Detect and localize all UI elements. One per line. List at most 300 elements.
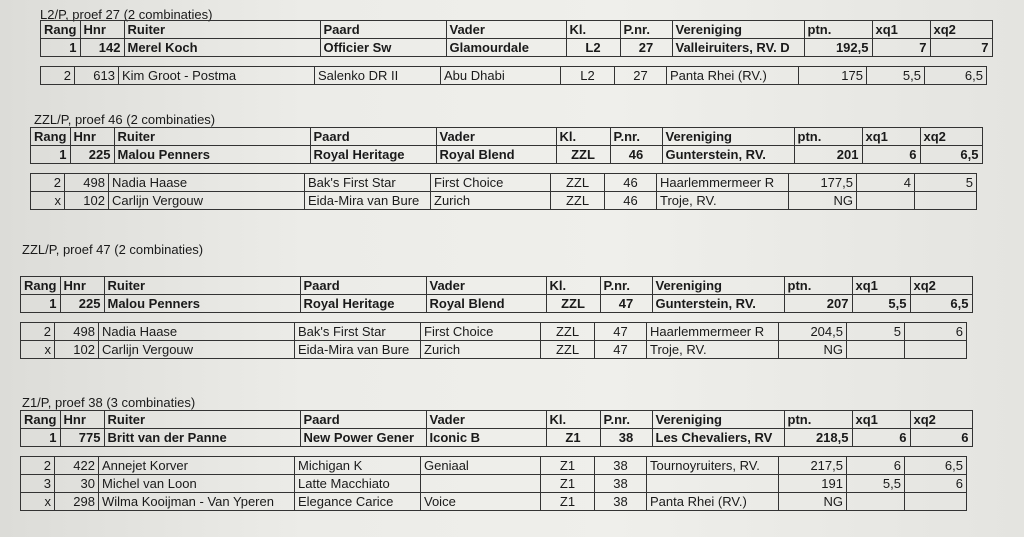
cell-ptn bbox=[779, 457, 847, 475]
cell-hnr bbox=[70, 146, 114, 164]
cell-xq1 bbox=[847, 475, 905, 493]
cell-vereniging bbox=[647, 475, 779, 493]
ptn-value: 175 bbox=[841, 68, 863, 83]
kl-value: ZZL bbox=[555, 342, 580, 357]
vereniging-value: Gunterstein, RV. bbox=[655, 296, 756, 311]
paard-value: Salenko DR II bbox=[318, 68, 399, 83]
column-header-rang: Rang bbox=[31, 128, 71, 146]
cell-kl bbox=[561, 67, 615, 85]
cell-hnr bbox=[55, 457, 99, 475]
kl-value: L2 bbox=[580, 68, 595, 83]
cell-pnr bbox=[605, 192, 657, 210]
cell-xq1 bbox=[862, 146, 920, 164]
cell-vader bbox=[431, 174, 551, 192]
cell-vader bbox=[421, 341, 541, 359]
cell-ptn bbox=[794, 146, 862, 164]
cell-paard bbox=[305, 192, 431, 210]
vader-value: Royal Blend bbox=[439, 147, 515, 162]
pnr-value: 47 bbox=[613, 342, 628, 357]
xq1-value: 6 bbox=[909, 147, 917, 162]
section-title: L2/P, proef 27 (2 combinaties) bbox=[40, 7, 213, 22]
column-header-xq1: xq1 bbox=[852, 411, 910, 429]
rang-value: x bbox=[44, 342, 51, 357]
xq2-value: 6 bbox=[955, 324, 963, 339]
ruiter-value: Wilma Kooijman - Van Yperen bbox=[102, 494, 274, 509]
cell-ruiter bbox=[124, 39, 320, 57]
paard-value: Officier Sw bbox=[323, 40, 392, 55]
cell-pnr bbox=[595, 341, 647, 359]
cell-xq2 bbox=[915, 174, 977, 192]
column-header-rang: Rang bbox=[21, 277, 61, 295]
column-header-rang: Rang bbox=[21, 411, 61, 429]
table-row bbox=[21, 457, 967, 475]
cell-pnr bbox=[595, 457, 647, 475]
header-row bbox=[31, 128, 983, 146]
vereniging-value: Troje, RV. bbox=[650, 342, 707, 357]
cell-xq1 bbox=[847, 457, 905, 475]
table-row bbox=[41, 67, 987, 85]
ruiter-value: Malou Penners bbox=[107, 296, 200, 311]
section-title: ZZL/P, proef 46 (2 combinaties) bbox=[34, 112, 216, 127]
cell-hnr bbox=[55, 475, 99, 493]
pnr-value: 38 bbox=[613, 494, 628, 509]
cell-vereniging bbox=[647, 341, 779, 359]
cell-pnr bbox=[605, 174, 657, 192]
rang-value: 2 bbox=[43, 458, 51, 473]
pnr-value: 38 bbox=[613, 476, 628, 491]
cell-rang bbox=[21, 493, 55, 511]
pnr-value: 27 bbox=[638, 40, 654, 55]
table-row bbox=[21, 323, 967, 341]
column-header-ptn: ptn. bbox=[784, 277, 852, 295]
results-table-rest bbox=[20, 456, 967, 511]
cell-kl bbox=[541, 341, 595, 359]
ptn-value: 218,5 bbox=[815, 430, 849, 445]
rang-value: x bbox=[54, 193, 61, 208]
cell-vereniging bbox=[672, 39, 804, 57]
table-row bbox=[21, 429, 973, 447]
cell-vader bbox=[421, 323, 541, 341]
vader-value: Zurich bbox=[424, 342, 461, 357]
cell-kl bbox=[551, 192, 605, 210]
vader-value: First Choice bbox=[424, 324, 494, 339]
ptn-value: 217,5 bbox=[810, 458, 843, 473]
cell-vader bbox=[446, 39, 566, 57]
cell-xq2 bbox=[920, 146, 982, 164]
cell-pnr bbox=[600, 429, 652, 447]
cell-ptn bbox=[779, 493, 847, 511]
vader-value: Zurich bbox=[434, 193, 471, 208]
xq2-value: 6,5 bbox=[964, 68, 983, 83]
column-header-ptn: ptn. bbox=[784, 411, 852, 429]
pnr-value: 27 bbox=[633, 68, 648, 83]
kl-value: ZZL bbox=[555, 324, 580, 339]
vader-value: First Choice bbox=[434, 175, 504, 190]
table-row bbox=[21, 295, 973, 313]
cell-paard bbox=[300, 295, 426, 313]
cell-pnr bbox=[620, 39, 672, 57]
cell-pnr bbox=[595, 475, 647, 493]
cell-rang bbox=[21, 475, 55, 493]
cell-kl bbox=[546, 295, 600, 313]
xq1-value: 4 bbox=[903, 175, 911, 190]
column-header-vereniging: Vereniging bbox=[652, 411, 784, 429]
cell-kl bbox=[541, 457, 595, 475]
cell-vereniging bbox=[662, 146, 794, 164]
cell-vereniging bbox=[647, 493, 779, 511]
cell-paard bbox=[300, 429, 426, 447]
paard-value: Eida-Mira van Bure bbox=[298, 342, 410, 357]
hnr-value: 225 bbox=[78, 296, 101, 311]
paard-value: Michigan K bbox=[298, 458, 363, 473]
cell-vader bbox=[421, 457, 541, 475]
cell-vader bbox=[426, 429, 546, 447]
cell-xq1 bbox=[852, 295, 910, 313]
hnr-value: 225 bbox=[88, 147, 111, 162]
cell-ptn bbox=[804, 39, 872, 57]
kl-value: Z1 bbox=[559, 476, 576, 491]
rang-value: 1 bbox=[69, 40, 77, 55]
ptn-value: NG bbox=[823, 494, 843, 509]
cell-vereniging bbox=[647, 323, 779, 341]
cell-paard bbox=[295, 341, 421, 359]
header-row bbox=[41, 21, 993, 39]
cell-hnr bbox=[75, 67, 119, 85]
ptn-value: 191 bbox=[821, 476, 843, 491]
cell-pnr bbox=[600, 295, 652, 313]
results-table-rest bbox=[20, 322, 967, 359]
xq1-value: 6 bbox=[893, 458, 901, 473]
vader-value: Voice bbox=[424, 494, 456, 509]
paard-value: New Power Gener bbox=[303, 430, 415, 445]
cell-xq1 bbox=[872, 39, 930, 57]
cell-xq2 bbox=[905, 341, 967, 359]
cell-rang bbox=[31, 192, 65, 210]
column-header-xq2: xq2 bbox=[910, 411, 972, 429]
paard-value: Royal Heritage bbox=[313, 147, 405, 162]
vader-value: Royal Blend bbox=[429, 296, 505, 311]
xq2-value: 6,5 bbox=[944, 458, 963, 473]
cell-xq2 bbox=[930, 39, 992, 57]
hnr-value: 30 bbox=[80, 476, 95, 491]
column-header-xq1: xq1 bbox=[862, 128, 920, 146]
cell-vader bbox=[421, 493, 541, 511]
column-header-xq2: xq2 bbox=[910, 277, 972, 295]
cell-kl bbox=[566, 39, 620, 57]
cell-hnr bbox=[60, 429, 104, 447]
column-header-xq1: xq1 bbox=[852, 277, 910, 295]
cell-xq1 bbox=[852, 429, 910, 447]
column-header-ruiter: Ruiter bbox=[104, 411, 300, 429]
hnr-value: 498 bbox=[83, 175, 105, 190]
vereniging-value: Tournoyruiters, RV. bbox=[650, 458, 760, 473]
cell-vader bbox=[431, 192, 551, 210]
cell-ruiter bbox=[114, 146, 310, 164]
column-header-kl: Kl. bbox=[566, 21, 620, 39]
column-header-pnr: P.nr. bbox=[600, 277, 652, 295]
cell-rang bbox=[21, 457, 55, 475]
cell-ptn bbox=[779, 475, 847, 493]
cell-hnr bbox=[60, 295, 104, 313]
vereniging-value: Panta Rhei (RV.) bbox=[670, 68, 767, 83]
pnr-value: 38 bbox=[613, 458, 628, 473]
vereniging-value: Gunterstein, RV. bbox=[665, 147, 766, 162]
cell-paard bbox=[295, 475, 421, 493]
rang-value: 1 bbox=[49, 296, 57, 311]
cell-paard bbox=[315, 67, 441, 85]
cell-paard bbox=[295, 323, 421, 341]
xq2-value: 6 bbox=[955, 476, 963, 491]
cell-xq2 bbox=[910, 295, 972, 313]
column-header-paard: Paard bbox=[320, 21, 446, 39]
results-table-top bbox=[30, 127, 983, 164]
xq1-value: 5,5 bbox=[888, 296, 907, 311]
column-header-pnr: P.nr. bbox=[620, 21, 672, 39]
ptn-value: 201 bbox=[836, 147, 859, 162]
column-header-pnr: P.nr. bbox=[610, 128, 662, 146]
cell-pnr bbox=[595, 493, 647, 511]
pnr-value: 46 bbox=[623, 193, 638, 208]
cell-rang bbox=[31, 146, 71, 164]
column-header-vader: Vader bbox=[426, 411, 546, 429]
cell-rang bbox=[41, 39, 81, 57]
column-header-vader: Vader bbox=[426, 277, 546, 295]
xq1-value: 6 bbox=[899, 430, 907, 445]
pnr-value: 38 bbox=[618, 430, 634, 445]
ruiter-value: Malou Penners bbox=[117, 147, 210, 162]
ptn-value: 177,5 bbox=[820, 175, 853, 190]
cell-vereniging bbox=[652, 429, 784, 447]
rang-value: x bbox=[44, 494, 51, 509]
cell-ruiter bbox=[109, 174, 305, 192]
ptn-value: NG bbox=[833, 193, 853, 208]
column-header-ruiter: Ruiter bbox=[124, 21, 320, 39]
column-header-ptn: ptn. bbox=[804, 21, 872, 39]
table-row bbox=[31, 192, 977, 210]
vader-value: Geniaal bbox=[424, 458, 469, 473]
column-header-vereniging: Vereniging bbox=[662, 128, 794, 146]
results-table-top bbox=[20, 410, 973, 447]
rang-value: 2 bbox=[53, 175, 61, 190]
rang-value: 2 bbox=[43, 324, 51, 339]
cell-kl bbox=[541, 493, 595, 511]
column-header-ptn: ptn. bbox=[794, 128, 862, 146]
hnr-value: 298 bbox=[73, 494, 95, 509]
paard-value: Bak's First Star bbox=[298, 324, 386, 339]
results-table-top bbox=[20, 276, 973, 313]
column-header-vereniging: Vereniging bbox=[672, 21, 804, 39]
paard-value: Eida-Mira van Bure bbox=[308, 193, 420, 208]
hnr-value: 775 bbox=[78, 430, 101, 445]
cell-pnr bbox=[610, 146, 662, 164]
ptn-value: NG bbox=[823, 342, 843, 357]
section-title: ZZL/P, proef 47 (2 combinaties) bbox=[22, 242, 204, 257]
ruiter-value: Michel van Loon bbox=[102, 476, 197, 491]
cell-ruiter bbox=[104, 295, 300, 313]
cell-vereniging bbox=[647, 457, 779, 475]
hnr-value: 422 bbox=[73, 458, 95, 473]
rang-value: 3 bbox=[43, 476, 51, 491]
vader-value: Glamourdale bbox=[449, 40, 529, 55]
table-row bbox=[41, 39, 993, 57]
cell-paard bbox=[305, 174, 431, 192]
results-table-rest bbox=[30, 173, 977, 210]
vereniging-value: Panta Rhei (RV.) bbox=[650, 494, 747, 509]
ruiter-value: Britt van der Panne bbox=[107, 430, 227, 445]
ruiter-value: Nadia Haase bbox=[112, 175, 188, 190]
table-row bbox=[21, 493, 967, 511]
kl-value: ZZL bbox=[565, 175, 590, 190]
results-table-rest bbox=[40, 66, 987, 85]
kl-value: ZZL bbox=[571, 147, 595, 162]
column-header-hnr: Hnr bbox=[80, 21, 124, 39]
cell-vader bbox=[441, 67, 561, 85]
column-header-vereniging: Vereniging bbox=[652, 277, 784, 295]
paard-value: Elegance Carice bbox=[298, 494, 394, 509]
cell-xq1 bbox=[847, 493, 905, 511]
column-header-xq2: xq2 bbox=[920, 128, 982, 146]
cell-kl bbox=[556, 146, 610, 164]
vereniging-value: Les Chevaliers, RV bbox=[655, 430, 773, 445]
ruiter-value: Annejet Korver bbox=[102, 458, 188, 473]
cell-paard bbox=[310, 146, 436, 164]
cell-xq2 bbox=[910, 429, 972, 447]
column-header-xq2: xq2 bbox=[930, 21, 992, 39]
cell-ptn bbox=[799, 67, 867, 85]
rang-value: 1 bbox=[59, 147, 67, 162]
cell-kl bbox=[551, 174, 605, 192]
ruiter-value: Nadia Haase bbox=[102, 324, 178, 339]
cell-ptn bbox=[784, 429, 852, 447]
column-header-hnr: Hnr bbox=[60, 277, 104, 295]
cell-vader bbox=[421, 475, 541, 493]
cell-xq1 bbox=[857, 174, 915, 192]
cell-ruiter bbox=[99, 341, 295, 359]
kl-value: ZZL bbox=[561, 296, 585, 311]
column-header-kl: Kl. bbox=[556, 128, 610, 146]
column-header-vader: Vader bbox=[446, 21, 566, 39]
cell-vereniging bbox=[667, 67, 799, 85]
paard-value: Royal Heritage bbox=[303, 296, 395, 311]
xq1-value: 5,5 bbox=[902, 68, 921, 83]
cell-hnr bbox=[55, 323, 99, 341]
xq2-value: 6,5 bbox=[960, 147, 979, 162]
ptn-value: 192,5 bbox=[835, 40, 869, 55]
cell-xq2 bbox=[905, 457, 967, 475]
cell-xq2 bbox=[905, 475, 967, 493]
cell-hnr bbox=[65, 174, 109, 192]
vereniging-value: Haarlemmermeer R bbox=[650, 324, 765, 339]
cell-ruiter bbox=[109, 192, 305, 210]
cell-rang bbox=[31, 174, 65, 192]
column-header-ruiter: Ruiter bbox=[114, 128, 310, 146]
ruiter-value: Merel Koch bbox=[127, 40, 198, 55]
paard-value: Latte Macchiato bbox=[298, 476, 390, 491]
cell-ptn bbox=[779, 341, 847, 359]
rang-value: 2 bbox=[63, 68, 71, 83]
cell-rang bbox=[21, 341, 55, 359]
cell-hnr bbox=[55, 493, 99, 511]
pnr-value: 46 bbox=[628, 147, 644, 162]
cell-hnr bbox=[65, 192, 109, 210]
cell-xq1 bbox=[857, 192, 915, 210]
pnr-value: 47 bbox=[613, 324, 628, 339]
cell-ruiter bbox=[104, 429, 300, 447]
cell-vereniging bbox=[652, 295, 784, 313]
cell-ruiter bbox=[119, 67, 315, 85]
cell-ruiter bbox=[99, 475, 295, 493]
cell-xq2 bbox=[915, 192, 977, 210]
column-header-rang: Rang bbox=[41, 21, 81, 39]
ruiter-value: Kim Groot - Postma bbox=[122, 68, 237, 83]
cell-xq1 bbox=[867, 67, 925, 85]
vereniging-value: Haarlemmermeer R bbox=[660, 175, 775, 190]
column-header-xq1: xq1 bbox=[872, 21, 930, 39]
rang-value: 1 bbox=[49, 430, 57, 445]
cell-pnr bbox=[595, 323, 647, 341]
xq1-value: 5,5 bbox=[882, 476, 901, 491]
cell-ruiter bbox=[99, 493, 295, 511]
header-row bbox=[21, 277, 973, 295]
cell-ptn bbox=[789, 192, 857, 210]
table-row bbox=[21, 341, 967, 359]
ptn-value: 207 bbox=[826, 296, 849, 311]
cell-rang bbox=[21, 295, 61, 313]
column-header-paard: Paard bbox=[300, 411, 426, 429]
cell-kl bbox=[541, 475, 595, 493]
cell-paard bbox=[295, 493, 421, 511]
pnr-value: 46 bbox=[623, 175, 638, 190]
cell-ptn bbox=[779, 323, 847, 341]
cell-hnr bbox=[55, 341, 99, 359]
ruiter-value: Carlijn Vergouw bbox=[102, 342, 194, 357]
kl-value: Z1 bbox=[559, 458, 576, 473]
cell-vader bbox=[426, 295, 546, 313]
cell-rang bbox=[21, 429, 61, 447]
results-table-top bbox=[40, 20, 993, 57]
xq1-value: 7 bbox=[919, 40, 927, 55]
column-header-vader: Vader bbox=[436, 128, 556, 146]
xq2-value: 6,5 bbox=[950, 296, 969, 311]
cell-ptn bbox=[789, 174, 857, 192]
cell-vader bbox=[436, 146, 556, 164]
xq1-value: 5 bbox=[893, 324, 901, 339]
hnr-value: 142 bbox=[98, 40, 121, 55]
ptn-value: 204,5 bbox=[810, 324, 843, 339]
vader-value: Iconic B bbox=[429, 430, 481, 445]
column-header-ruiter: Ruiter bbox=[104, 277, 300, 295]
cell-ptn bbox=[784, 295, 852, 313]
header-row bbox=[21, 411, 973, 429]
cell-pnr bbox=[615, 67, 667, 85]
cell-vereniging bbox=[657, 174, 789, 192]
vereniging-value: Troje, RV. bbox=[660, 193, 717, 208]
pnr-value: 47 bbox=[618, 296, 634, 311]
xq2-value: 7 bbox=[981, 40, 989, 55]
xq2-value: 5 bbox=[965, 175, 973, 190]
column-header-pnr: P.nr. bbox=[600, 411, 652, 429]
column-header-paard: Paard bbox=[310, 128, 436, 146]
cell-paard bbox=[295, 457, 421, 475]
table-row bbox=[21, 475, 967, 493]
vereniging-value: Valleiruiters, RV. D bbox=[675, 40, 790, 55]
kl-value: L2 bbox=[585, 40, 601, 55]
ruiter-value: Carlijn Vergouw bbox=[112, 193, 204, 208]
section-title: Z1/P, proef 38 (3 combinaties) bbox=[22, 395, 196, 410]
cell-ruiter bbox=[99, 323, 295, 341]
xq2-value: 6 bbox=[961, 430, 969, 445]
hnr-value: 498 bbox=[73, 324, 95, 339]
